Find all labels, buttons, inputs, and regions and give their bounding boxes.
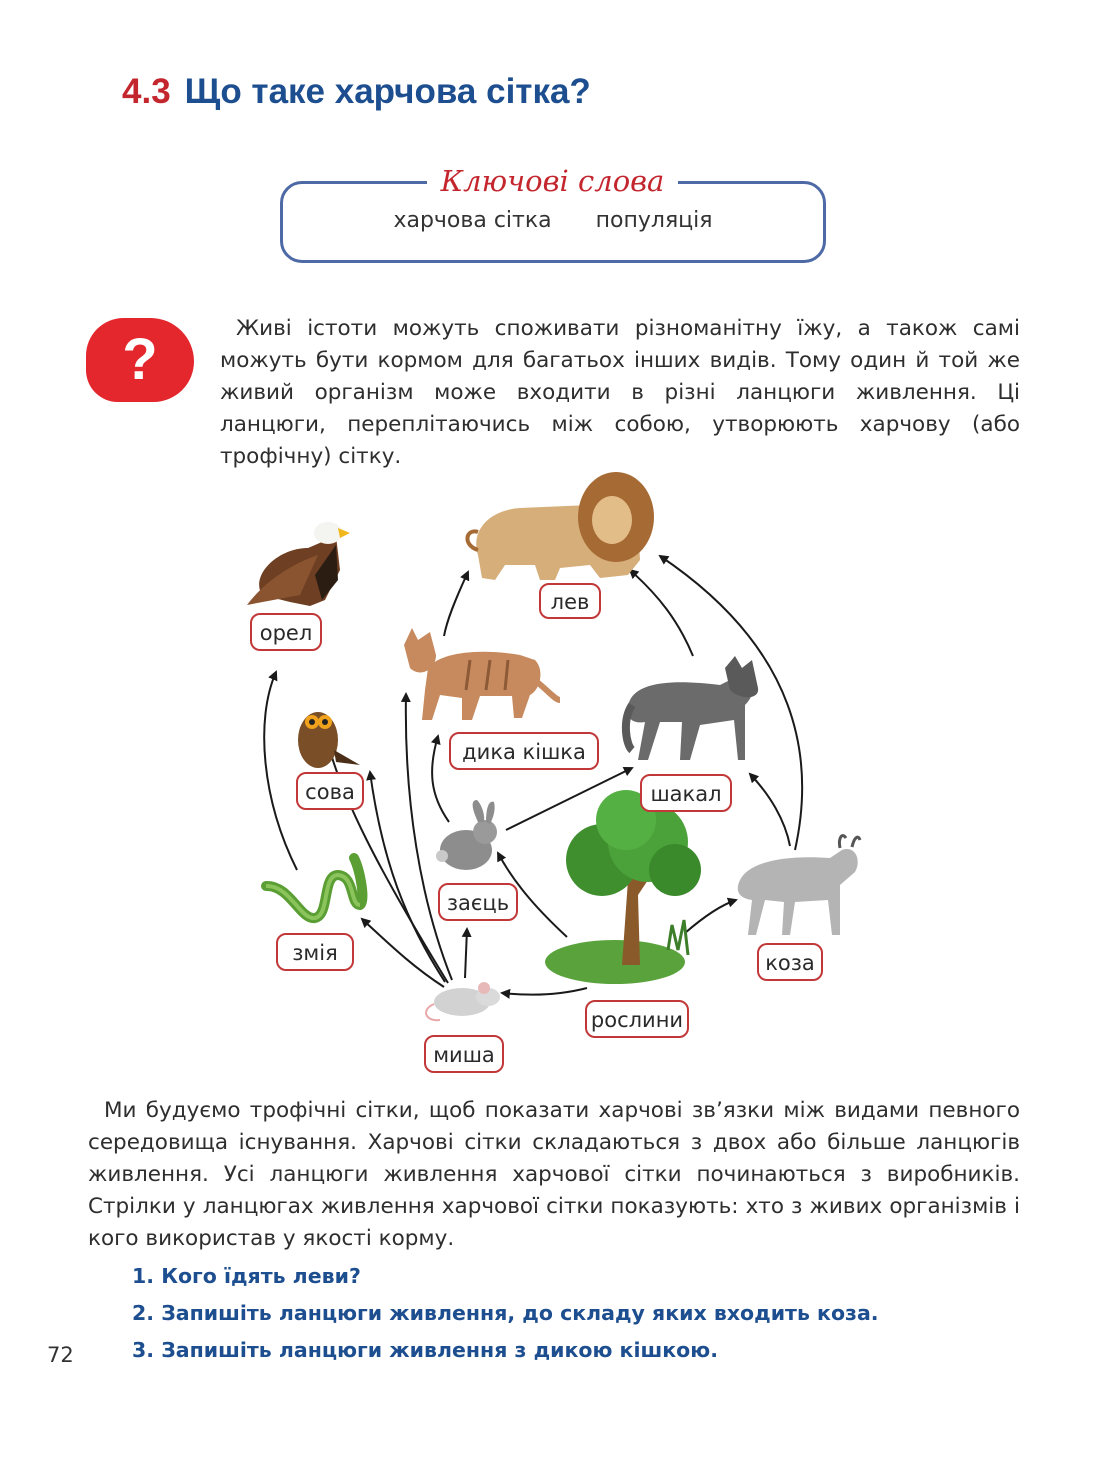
svg-text:коза: коза	[765, 951, 815, 975]
arrow-mouse-hare	[465, 929, 467, 978]
arrow-jackal-lion	[630, 570, 693, 656]
label-eagle	[251, 614, 321, 650]
arrow-mouse-wildcat	[406, 694, 452, 980]
svg-text:дика кішка: дика кішка	[462, 740, 586, 764]
keyword-item: популяція	[595, 208, 713, 233]
label-goat	[758, 944, 822, 980]
arrow-hare-wildcat	[432, 736, 449, 822]
plants-illustration	[545, 790, 701, 984]
label-mouse	[425, 1036, 503, 1072]
label-hare	[439, 884, 517, 920]
section-title: Що таке харчова сітка?	[184, 72, 591, 111]
arrow-mouse-snake	[362, 919, 444, 987]
wildcat-illustration	[404, 628, 560, 720]
arrow-snake-eagle	[264, 672, 297, 870]
svg-text:шакал: шакал	[650, 782, 722, 806]
question-2: 2. Запишіть ланцюги живлення, до складу яких входить коза.	[132, 1301, 879, 1325]
hare-illustration	[436, 800, 497, 870]
arrow-wildcat-lion	[444, 572, 468, 636]
label-lion	[540, 584, 600, 618]
jackal-illustration	[626, 656, 758, 760]
svg-text:миша: миша	[433, 1043, 495, 1067]
page-number: 72	[47, 1343, 74, 1367]
question-1: 1. Кого їдять леви?	[132, 1264, 361, 1288]
body-paragraph: Ми будуємо трофічні сітки, щоб показати харчові зв’язки між видами певного середовища існування. Харчові сітки складаються з двох або більше ланцюгів живлення. Усі ланцюги живлення харчової сітки починаються з виробників. Стрілки у ланцюгах живлення харчової сітки показують: хто з живих організмів і кого використав у якості корму.	[88, 1098, 1020, 1251]
label-owl	[297, 773, 363, 809]
question-3: 3. Запишіть ланцюги живлення з дикою кішкою.	[132, 1338, 718, 1362]
arrow-plants-mouse	[502, 988, 587, 995]
goat-illustration	[738, 836, 860, 935]
svg-text:сова: сова	[305, 780, 355, 804]
label-snake	[277, 934, 353, 970]
eagle-illustration	[247, 522, 350, 606]
label-jackal	[641, 775, 731, 811]
keyword-item: харчова сітка	[393, 208, 552, 233]
lion-illustration	[467, 472, 654, 580]
snake-illustration	[266, 858, 362, 918]
label-plants	[586, 1001, 688, 1037]
arrow-plants-goat	[685, 900, 736, 933]
arrow-goat-jackal	[750, 774, 790, 846]
arrow-mouse-owl	[370, 772, 445, 982]
section-number: 4.3	[122, 72, 171, 111]
svg-text:рослини: рослини	[590, 1008, 684, 1032]
keywords-title: Ключові слова	[427, 164, 679, 198]
svg-text:лев: лев	[550, 590, 590, 614]
svg-text:орел: орел	[259, 621, 313, 645]
svg-text:заєць: заєць	[446, 891, 510, 915]
svg-text:змія: змія	[292, 941, 338, 965]
intro-paragraph: Живі істоти можуть споживати різноманітну їжу, а також самі можуть бути кормом для багатьох інших видів. Тому один й той же живий організм може входити в різні ланцюги живлення. Ці ланцюги, переплітаючись між собою, утворюють харчову (або трофічну) сітку.	[220, 316, 1020, 469]
owl-illustration	[298, 712, 360, 768]
label-wildcat	[450, 733, 598, 769]
mouse-illustration	[426, 982, 500, 1020]
question-mark-icon: ?	[86, 318, 194, 402]
